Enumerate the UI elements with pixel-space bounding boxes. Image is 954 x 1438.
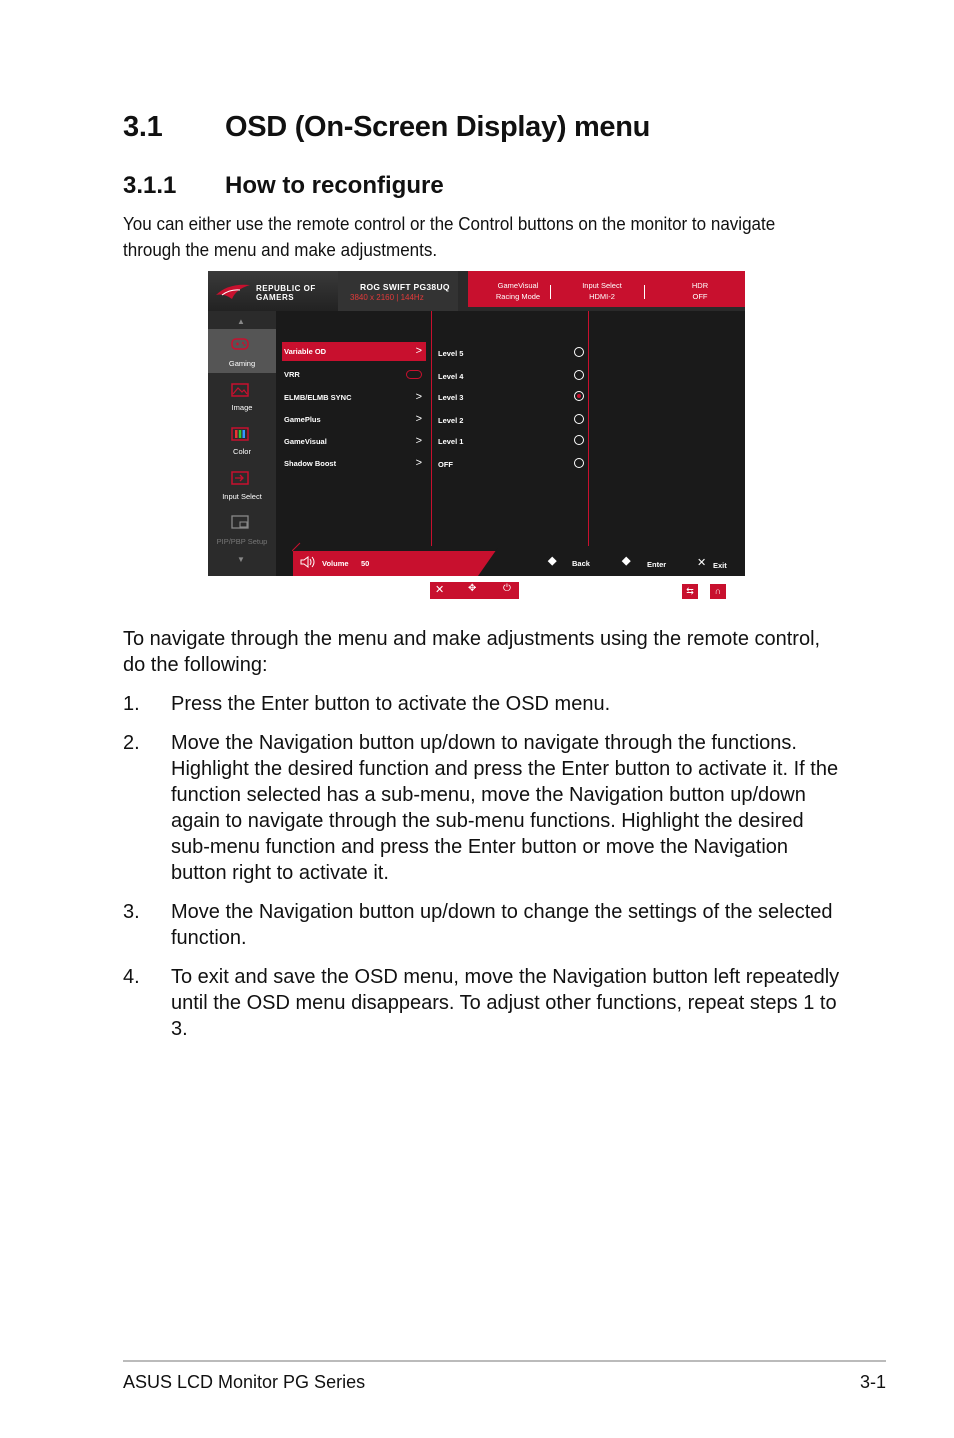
nav-item-color[interactable] <box>208 419 276 463</box>
headphone-icon: ∩ <box>710 584 726 599</box>
menu-item-vrr[interactable]: VRR <box>282 365 426 384</box>
instructions-paragraph: To navigate through the menu and make adjustments using the remote control, do the following: <box>123 628 821 676</box>
steps-list <box>123 691 843 1055</box>
section-number: 3.1 <box>123 111 163 143</box>
status-bar <box>468 271 745 307</box>
nav-item-input-select[interactable] <box>208 463 276 507</box>
radio-icon[interactable] <box>574 458 584 468</box>
list-item: 4. To exit and save the OSD menu, move the Navigation button left repeatedly until the OSD menu disappears. To adjust other functions, repeat steps 1 to 3. <box>123 966 840 1040</box>
osd-screenshot <box>208 271 745 576</box>
nav-label: Image <box>231 403 253 412</box>
menu-item-shadow-boost[interactable]: Shadow Boost > <box>282 454 426 473</box>
page-number: 3-1 <box>859 1372 886 1392</box>
chevron-right-icon: > <box>415 435 422 447</box>
subsection-number: 3.1.1 <box>123 172 177 199</box>
menu-item-elmb[interactable]: ELMB/ELMB SYNC > <box>282 388 426 407</box>
level-option-selected[interactable]: Level 3 <box>438 393 586 402</box>
chevron-right-icon: > <box>415 413 422 425</box>
radio-icon[interactable] <box>574 435 584 445</box>
osd-menu-column <box>276 311 432 546</box>
pip-icon <box>231 515 249 529</box>
list-item: 1. Press the Enter button to activate the OSD menu. <box>123 693 611 715</box>
level-option[interactable]: Level 5 <box>438 349 586 358</box>
enter-label[interactable]: Enter <box>647 560 667 569</box>
usb-icon: ⇆ <box>682 584 698 599</box>
footer-title: ASUS LCD Monitor PG Series <box>123 1372 366 1392</box>
monitor-button-bar <box>430 582 519 599</box>
close-icon[interactable]: ✕ <box>435 584 445 596</box>
model-name: ROG SWIFT PG38UQ <box>360 282 450 292</box>
list-item: 2. Move the Navigation button up/down to navigate through the functions. Highlight the desired function and press the Enter button to activate it. If the function selected has a sub-menu, move the Navigation button up/down again to navigate through the sub-menu functions. Highlight the desired sub-menu function and press the Enter button or move the Navigation button right to activate it. <box>123 732 839 884</box>
list-item: 3. Move the Navigation button up/down to change the settings of the selected function. <box>123 901 833 949</box>
back-label[interactable]: Back <box>572 559 590 568</box>
nav-label: Color <box>233 447 251 456</box>
nav-item-gaming[interactable] <box>208 329 276 373</box>
divider <box>644 285 645 299</box>
nav-label: Gaming <box>228 359 256 368</box>
rog-eye-icon <box>214 281 252 303</box>
status-hdr: HDR OFF <box>691 281 709 301</box>
nav-up-icon[interactable]: ▲ <box>237 317 245 326</box>
radio-icon[interactable] <box>574 347 584 357</box>
enter-nav-icon[interactable]: ◆ <box>622 555 631 567</box>
level-option[interactable]: OFF <box>438 460 586 469</box>
radio-icon[interactable] <box>574 414 584 424</box>
footer-bevel <box>292 541 492 553</box>
level-option[interactable]: Level 1 <box>438 437 586 446</box>
osd-left-nav <box>208 311 276 576</box>
logo-line-2: GAMERS <box>256 293 295 302</box>
footer-divider <box>123 1360 886 1362</box>
subsection-title: How to reconfigure <box>225 172 444 199</box>
color-icon <box>231 427 249 441</box>
toggle-icon[interactable] <box>406 370 422 379</box>
osd-level-column <box>432 311 589 546</box>
level-option[interactable]: Level 4 <box>438 372 586 381</box>
input-select-icon <box>231 471 249 485</box>
level-option[interactable]: Level 2 <box>438 416 586 425</box>
nav-label: PIP/PBP Setup <box>216 537 268 546</box>
power-icon[interactable]: ⏻ <box>503 583 511 594</box>
section-title: OSD (On-Screen Display) menu <box>225 111 651 143</box>
gamepad-icon <box>231 337 249 351</box>
navigation-icon[interactable]: ✥ <box>468 583 477 594</box>
chevron-right-icon: > <box>415 457 422 469</box>
exit-label[interactable]: Exit <box>713 561 727 570</box>
volume-label: Volume <box>322 559 349 568</box>
model-resolution: 3840 x 2160 | 144Hz <box>350 293 424 302</box>
nav-label: Input Select <box>222 492 262 501</box>
radio-selected-icon[interactable] <box>574 391 584 401</box>
rog-logo <box>208 271 338 311</box>
nav-item-image[interactable] <box>208 375 276 419</box>
status-input: Input Select HDMI-2 <box>582 281 622 301</box>
image-icon <box>231 383 249 397</box>
volume-value: 50 <box>361 559 370 568</box>
back-nav-icon[interactable]: ◆ <box>548 555 557 567</box>
menu-item-gameplus[interactable]: GamePlus > <box>282 410 426 429</box>
nav-down-icon[interactable]: ▼ <box>237 555 245 564</box>
volume-icon <box>300 555 316 569</box>
close-icon[interactable]: ✕ <box>697 557 707 569</box>
menu-item-variable-od[interactable]: Variable OD > <box>282 342 426 361</box>
chevron-right-icon: > <box>415 345 422 357</box>
logo-line-1: REPUBLIC OF <box>256 284 316 293</box>
section-heading <box>123 111 650 144</box>
radio-icon[interactable] <box>574 370 584 380</box>
status-gamevisual: GameVisual Racing Mode <box>495 281 541 301</box>
intro-paragraph: You can either use the remote control or the Control buttons on the monitor to navigate through the menu and make adjustments. <box>123 213 776 260</box>
divider <box>550 285 551 299</box>
menu-item-gamevisual[interactable]: GameVisual > <box>282 432 426 451</box>
nav-item-pip[interactable] <box>208 509 276 553</box>
chevron-right-icon: > <box>415 391 422 403</box>
subsection-heading <box>123 172 444 200</box>
